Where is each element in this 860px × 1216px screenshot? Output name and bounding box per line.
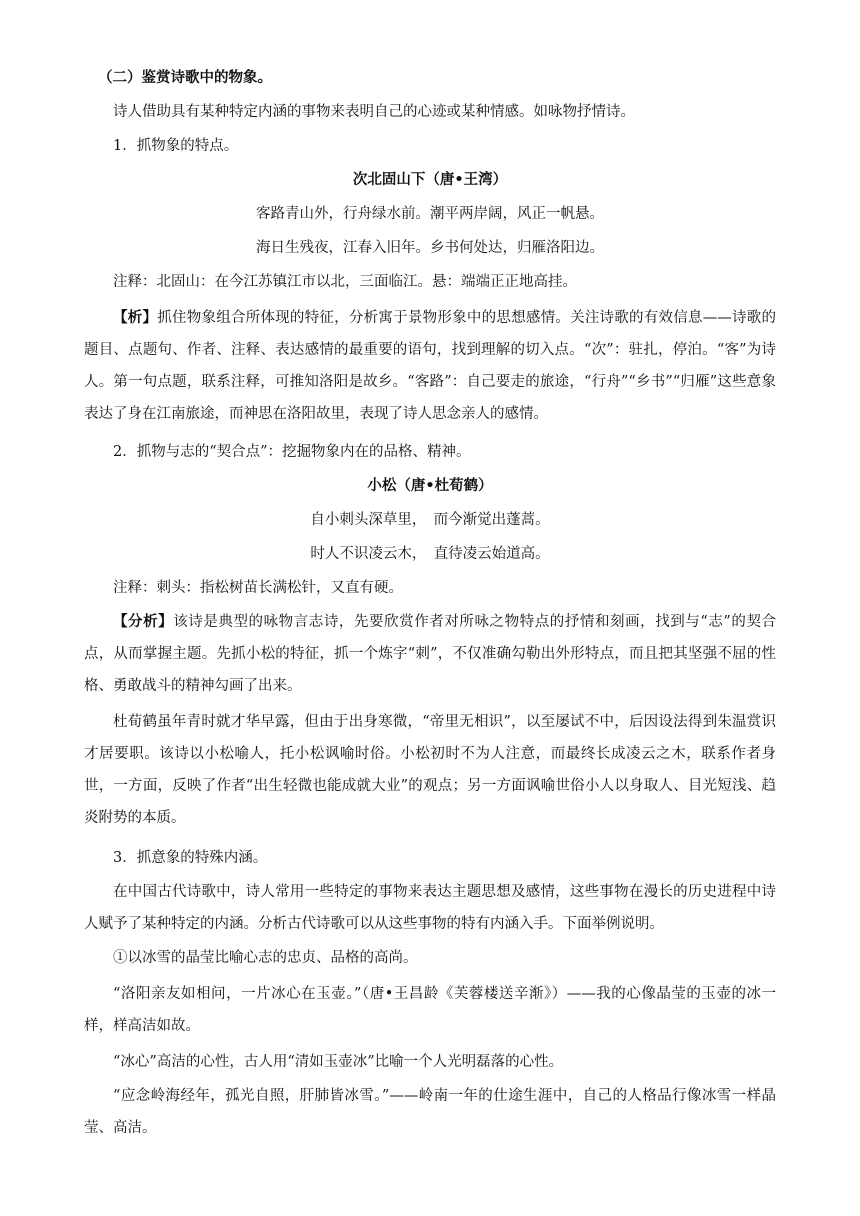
poem1-line1: 客路青山外，行舟绿水前。潮平两岸阔，风正一帆悬。 [256,206,604,222]
poem2-analysis [84,606,776,702]
poem2-line1: 自小刺头深草里， 而今渐觉出蓬蒿。 [310,512,550,528]
point1-heading: 1．抓物象的特点。 [113,138,239,154]
poem2-note: 注释：刺头：指松树苗长满松针，又直有硬。 [113,580,403,596]
point3-subheading: ①以冰雪的晶莹比喻心志的忠贞、品格的高尚。 [113,950,418,966]
point3-heading: 3．抓意象的特殊内涵。 [113,850,268,866]
poem2-paragraph: 杜荀鹤虽年青时就才华早露，但由于出身寒微，“帝里无相识”，以至屡试不中，后因设法得到朱温赏识才居要职。该诗以小松喻人，托小松讽喻时俗。小松初时不为人注意，而最终长成凌云之木，联系作者身世，一方面，反映了作者“出生轻微也能成就大业”的观点；另一方面讽喻世俗小人以身取人、目光短浅、趋炎附势的本质。 [84,714,776,826]
example3: “应念岭海经年，孤光自照，肝肺皆冰雪。”——岭南一年的仕途生涯中，自己的人格品行像冰雪一样晶莹、高洁。 [84,1088,776,1136]
poem1-line2: 海日生残夜，江春入旧年。乡书何处达，归雁洛阳边。 [256,240,604,256]
poem1-analysis [84,302,776,430]
point3-paragraph: 在中国古代诗歌中，诗人常用一些特定的事物来表达主题思想及感情，这些事物在漫长的历史进程中诗人赋予了某种特定的内涵。分析古代诗歌可以从这些事物的特有内涵入手。下面举例说明。 [84,884,776,932]
poem2-title: 小松（唐•杜荀鹤） [367,478,493,494]
intro-text: 诗人借助具有某种特定内涵的事物来表明自己的心迹或某种情感。如咏物抒情诗。 [113,104,635,120]
analysis-text: 该诗是典型的咏物言志诗，先要欣赏作者对所咏之物特点的抒情和刻画，找到与“志”的契合点，从而掌握主题。先抓小松的特征，抓一个炼字“刺”，不仅准确勾勒出外形特点，而且把其坚强不屈的性格、勇敢战斗的精神勾画了出来。 [84,614,777,694]
analysis-tag: 【析】 [113,310,158,326]
poem1-note: 注释：北固山：在今江苏镇江市以北，三面临江。悬：端端正正地高挂。 [113,274,577,290]
point2-heading: 2．抓物与志的“契合点”：挖掘物象内在的品格、精神。 [113,444,471,460]
section-heading: （二）鉴赏诗歌中的物象。 [98,70,272,86]
analysis-tag: 【分析】 [113,614,174,630]
poem1-title: 次北固山下（唐•王湾） [352,172,508,188]
poem2-line2: 时人不识凌云木， 直待凌云始道高。 [310,546,550,562]
analysis-text: 抓住物象组合所体现的特征，分析寓于景物形象中的思想感情。关注诗歌的有效信息——诗歌的题目、点题句、作者、注释、表达感情的最重要的语句，找到理解的切入点。“次”：驻扎，停泊。“客”为诗人。第一句点题，联系注释，可推知洛阳是故乡。“客路”：自己要走的旅途，“行舟”“乡书”“归雁”这些意象表达了身在江南旅途，而神思在洛阳故里，表现了诗人思念亲人的感情。 [84,310,776,422]
example1: “洛阳亲友如相问，一片冰心在玉壶。”（唐•王昌龄《芙蓉楼送辛渐》）——我的心像晶莹的玉壶的冰一样，样高洁如故。 [84,986,776,1034]
example2: “冰心”高洁的心性，古人用“清如玉壶冰”比喻一个人光明磊落的心性。 [113,1054,564,1070]
